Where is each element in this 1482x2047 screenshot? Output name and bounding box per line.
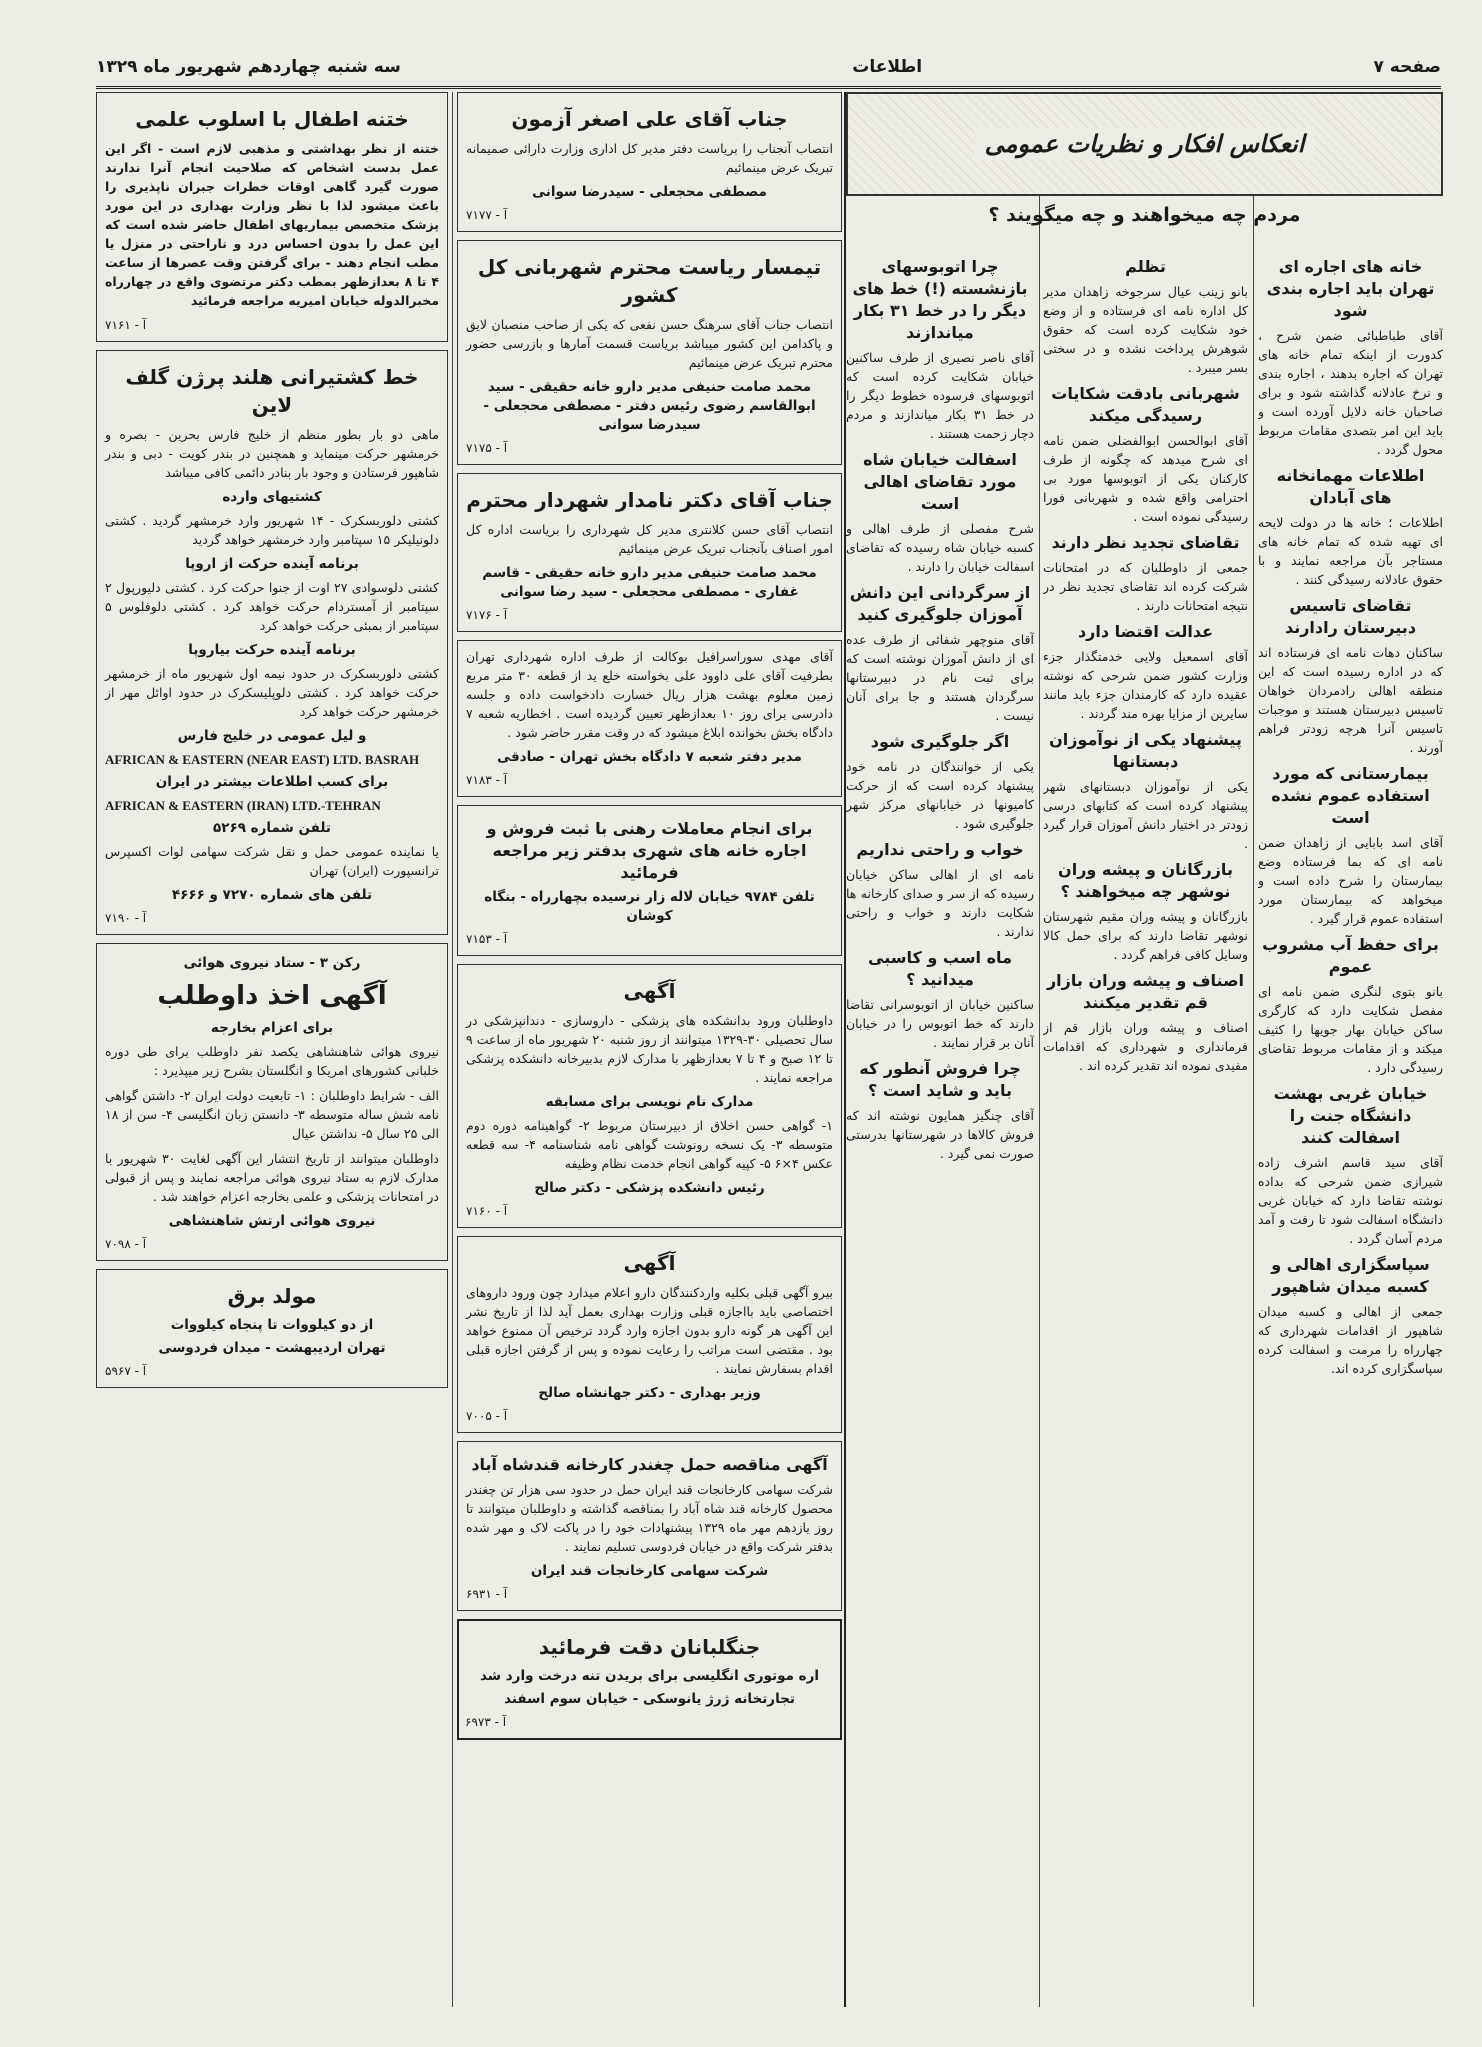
agent-label: و لیل عمومی در خلیج فارس bbox=[177, 728, 367, 744]
section-title: مردم چه میخواهند و چه میگویند ؟ bbox=[988, 204, 1301, 226]
ad-kicker: رکن ۳ - ستاد نیروی هوائی bbox=[183, 955, 361, 971]
schedule-text: کشتی دلوربسکرک در حدود نیمه اول شهریور ماه از خرمشهر حرکت خواهد کرد . کشتی دلوپلیسکرک در حدود اوائل مهر از خرمشهر حرکت خواهد کرد bbox=[105, 666, 439, 719]
phone-text: تلفن های شماره ۷۲۷۰ و ۴۶۶۶ bbox=[171, 887, 373, 903]
ad-address: تهران اردیبهشت - میدان فردوسی bbox=[158, 1340, 386, 1356]
article-text: شرح مفصلی از طرف اهالی و کسبه خیابان شاه رسیده که تقاضای اسفالت خیابان را دارند . bbox=[846, 521, 1034, 574]
ad-title: آگهی bbox=[623, 979, 676, 1003]
ad-title: خط کشتیرانی هلند پرژن گلف لاین bbox=[125, 365, 419, 417]
column-rule bbox=[1039, 92, 1040, 2007]
section-banner bbox=[846, 92, 1443, 196]
banner-title: انعکاس افکار و نظریات عمومی bbox=[975, 128, 1315, 160]
article-text: آقای اسد بابایی از زاهدان ضمن نامه ای که بما فرستاده وضع بیمارستان را شرح داده است و میخواهد که بیمارستان مورد استفاده عموم قرار گیرد . bbox=[1258, 835, 1443, 926]
article-text: آقای اسمعیل ولایی خدمتگذار جزء وزارت کشور ضمن شرحی که نوشته عقیده دارد که کارمندان جزء باید مانند سایرین از مزایا بهره مند گردند . bbox=[1043, 649, 1248, 721]
ads-column-left bbox=[96, 92, 448, 2007]
ad-title: ختنه اطفال با اسلوب علمی bbox=[135, 107, 409, 131]
headline: پیشنهاد یکی از نوآموزان دبستانها bbox=[1049, 730, 1242, 771]
ad-signature: رئیس دانشکده پزشکی - دکتر صالح bbox=[534, 1180, 765, 1196]
ad-subtitle: برنامه آینده حرکت بیاروپا bbox=[188, 642, 356, 658]
ad-signature: محمد صامت حنیفی مدیر دارو خانه حقیقی - قاسم غفاری - مصطفی محجعلی - سید رضا سوانی bbox=[482, 565, 817, 600]
headline: سپاسگزاری اهالی و کسبه میدان شاهپور bbox=[1271, 1255, 1430, 1296]
article-text: ساکنان دهات نامه ای فرستاده اند که در اداره رسیده است که این منطقه اهالی رادمردان خواهان تاسیس دبیرستان هستند و موجبات تاسیس آنرا هرچه زودتر فراهم آورند . bbox=[1258, 645, 1443, 755]
ad-text: آقای مهدی سوراسرافیل بوکالت از طرف اداره شهرداری تهران بطرفیت آقای علی داوود علی بخواسته خلع ید از قطعه ۳۰ متر مربع زمین معلوم بهشت هزار ریال خسارت دادخواست داده و جلسه دادرسی برای روز ۱۰ بعدازظهر تعیین گردیده است . اخطاریه شعبه ۷ دادگاه بخش بخوانده ابلاغ میشود که در وقت مقرر حاضر شود . bbox=[466, 649, 834, 740]
article-text: جمعی از داوطلبان که در امتحانات شرکت کرده اند تقاضای تجدید نظر در نتیجه امتحانات دارند . bbox=[1043, 560, 1248, 613]
article-text: آقای ابوالحسن ابوالفضلی ضمن نامه ای شرح میدهد که چگونه از طرف کارکنان یکی از اتوبوسها مورد بی احترامی واقع شده و شهربانی فورا رسیدگی نموده است . bbox=[1043, 433, 1248, 524]
ad-address: تجارتخانه ژرژ یانوسکی - خیابان سوم اسفند bbox=[504, 1691, 795, 1707]
ad-box bbox=[457, 240, 842, 465]
headline: شهربانی بادقت شکایات رسیدگی میکند bbox=[1051, 384, 1240, 425]
opinion-column-2 bbox=[1043, 250, 1248, 2007]
headline: اصناف و پیشه وران بازار قم تقدیر میکنند bbox=[1046, 971, 1245, 1012]
ad-box bbox=[96, 943, 448, 1261]
ad-ref: آ - ۷۱۶۱ bbox=[105, 318, 147, 332]
headline: عدالت اقتضا دارد bbox=[1077, 622, 1214, 641]
ad-text: از دو کیلووات تا پنجاه کیلووات bbox=[170, 1317, 374, 1333]
agent-label: برای کسب اطلاعات بیشتر در ایران bbox=[155, 774, 389, 790]
article-text: آقای چنگیز همایون نوشته اند که فروش کالاها در شهرستانها بدرستی صورت نمی گیرد . bbox=[846, 1108, 1034, 1161]
ad-title: جناب آقای دکتر نامدار شهردار محترم bbox=[466, 488, 833, 512]
ad-text: تلفن ۹۷۸۴ خیابان لاله زار نرسیده بچهارراه - بنگاه کوشان bbox=[484, 889, 815, 924]
ad-text: انتصاب آنجناب را بریاست دفتر مدیر کل اداری وزارت دارائی صمیمانه تبریک عرض مینمائیم bbox=[466, 141, 833, 175]
headline: برای حفظ آب مشروب عموم bbox=[1262, 935, 1439, 976]
ad-box bbox=[96, 1269, 448, 1388]
headline: ماه اسب و کاسبی میدانید ؟ bbox=[868, 948, 1012, 989]
masthead bbox=[96, 48, 1441, 89]
article-text: بانو بتوی لنگری ضمن نامه ای مفصل شکایت دارد که کارگری ساکن خیابان بهار جویها را کثیف میکند و از مقامات مربوط تقاضای رسیدگی دارد . bbox=[1258, 984, 1443, 1075]
ad-subtitle: برنامه آینده حرکت از اروپا bbox=[185, 556, 359, 572]
ad-title: آگهی مناقصه حمل چغندر کارخانه قندشاه آباد bbox=[471, 1455, 828, 1474]
ad-title: جنگلبانان دقت فرمائید bbox=[538, 1635, 761, 1659]
ad-list: ۱- گواهی حسن اخلاق از دبیرستان مربوط ۲- گواهینامه دوره دوم متوسطه ۳- یک نسخه رونوشت گواهی نامه شناسنامه ۴- سه قطعه عکس ۴×۶ ۵- کپیه گواهی انجام خدمت نظام وظیفه bbox=[466, 1118, 834, 1171]
article-text: ساکنین خیابان از اتوبوسرانی تقاضا دارند که خط اتوبوس را در خیابان آنان بر قرار نمایند . bbox=[846, 997, 1034, 1050]
ad-box bbox=[457, 964, 842, 1228]
ad-text: نیروی هوائی شاهنشاهی یکصد نفر داوطلب برای طی دوره خلبانی کشورهای امریکا و انگلستان بشرح زیر میپذیرد : bbox=[105, 1044, 439, 1078]
article-text: آقای طباطبائی ضمن شرح ، کدورت از اینکه تمام خانه های تهران که اجاره بدهند ، اجاره بندی و نرخ عادلانه گذاشته شود و برای صاحبان خانه دلایل آورده است و باید این امر بتصدی مقامات مربوط محول گردد . bbox=[1258, 328, 1443, 457]
paper-name: اطلاعات bbox=[852, 57, 923, 77]
headline: اگر جلوگیری شود bbox=[870, 732, 1010, 751]
ad-ref: آ - ۶۹۷۳ bbox=[465, 1715, 507, 1729]
headline: چرا فروش آنطور که باید و شاید است ؟ bbox=[859, 1059, 1021, 1100]
ad-signature: محمد صامت حنیفی مدیر دارو خانه حقیقی - سید ابوالقاسم رضوی رئیس دفتر - مصطفی محجعلی - سیدرضا سوانی bbox=[483, 379, 816, 433]
ad-ref: آ - ۷۰۰۵ bbox=[466, 1409, 508, 1423]
ad-title: برای انجام معاملات رهنی با ثبت فروش و اجاره خانه های شهری بدفتر زیر مراجعه فرمائید bbox=[486, 819, 813, 882]
ad-box bbox=[457, 1619, 842, 1740]
article-text: آقای سید قاسم اشرف زاده شیرازی ضمن شرحی که بداده نوشته تقاضا دارد که خیابان غربی دانشگاه اسفالت شود تا رفت و آمد مردم آسان گردد . bbox=[1258, 1155, 1443, 1246]
article-text: آقای ناصر نصیری از طرف ساکنین خیابان شکایت کرده است که اتوبوسهای فرسوده خطوط دیگر را در خط ۳۱ بکار میاندازند و مردم دچار زحمت هستند . bbox=[846, 350, 1034, 441]
column-rule bbox=[452, 92, 453, 2007]
issue-date: سه شنبه چهاردهم شهریور ماه ۱۳۲۹ bbox=[96, 57, 401, 77]
ad-signature: نیروی هوائی ارتش شاهنشاهی bbox=[168, 1213, 376, 1229]
ad-list: الف - شرایط داوطلبان : ۱- تابعیت دولت ایران ۲- داشتن گواهی نامه شش ساله متوسطه ۳- دانستن زبان انگلیسی ۴- سن از ۱۸ الی ۲۵ سال ۵- نداشتن عیال bbox=[105, 1088, 439, 1141]
headline: اسفالت خیابان شاه مورد تقاضای اهالی است bbox=[863, 450, 1017, 513]
ad-box bbox=[457, 640, 842, 797]
ad-text: اره موتوری انگلیسی برای بریدن تنه درخت وارد شد bbox=[479, 1668, 820, 1684]
ad-text: داوطلبان ورود بدانشکده های پزشکی - داروسازی - دندانپزشکی در سال تحصیلی ۳۰-۱۳۲۹ میتوانند از روز شنبه ۲۰ شهریور ماه از ساعت ۹ تا ۱۲ صبح و ۴ تا ۷ بعدازظهر با مدارک لازم بدبیرخانه دانشکده پزشکی مراجعه نمایند . bbox=[466, 1013, 834, 1085]
ad-box bbox=[96, 350, 448, 935]
ad-box bbox=[457, 1441, 842, 1611]
opinion-section-header bbox=[846, 92, 1443, 240]
article-text: نامه ای از اهالی ساکن خیابان رسیده که از سر و صدای کارخانه ها شکایت دارند و خواب و راحتی ندارند . bbox=[846, 867, 1034, 939]
article-text: اطلاعات ؛ خانه ها در دولت لایحه ای تهیه شده که تمام خانه های مستاجر بآن مراجعه نمایند و با حقوق عادلانه رسیدگی کنند . bbox=[1258, 515, 1443, 587]
article-text: اصناف و پیشه وران بازار قم از فرمانداری و شهرداری که اقدامات مفیدی نموده اند تقدیر کرده اند . bbox=[1043, 1020, 1248, 1073]
agent-name-en: AFRICAN & EASTERN (IRAN) LTD.-TEHRAN bbox=[105, 798, 381, 813]
ad-ref: آ - ۷۱۸۳ bbox=[466, 773, 508, 787]
ad-box bbox=[457, 473, 842, 632]
agent-name-en: AFRICAN & EASTERN (NEAR EAST) LTD. BASRAH bbox=[105, 752, 420, 767]
headline: تقاضای تجدید نظر دارند bbox=[1051, 533, 1240, 552]
ad-text: انتصاب جناب آقای سرهنگ حسن نفعی که یکی از صاحب منصبان لایق و پاکدامن این کشور میباشد بریاست قسمت آمارها و بازرسی حضور محترم تبریک عرض مینمائیم bbox=[466, 317, 833, 370]
column-rule bbox=[1253, 92, 1254, 2007]
article-text: آقای منوچهر شفائی از طرف عده ای از دانش آموزان نوشته است که برای ثبت نام در دبیرستانها سرگردان هستند و جا برای آنان نیست . bbox=[846, 632, 1034, 723]
ad-signature: شرکت سهامی کارخانجات قند ایران bbox=[530, 1563, 769, 1579]
ad-box bbox=[457, 805, 842, 956]
ad-subtitle: برای اعزام بخارجه bbox=[210, 1020, 334, 1036]
ad-title: مولد برق bbox=[227, 1284, 317, 1308]
headline: خانه های اجاره ای تهران باید اجاره بندی شود bbox=[1266, 257, 1435, 320]
ad-title: جناب آقای علی اصغر آزمون bbox=[511, 107, 788, 131]
ad-ref: آ - ۷۰۹۸ bbox=[105, 1237, 147, 1251]
headline: چرا اتوبوسهای بازنشسته (!) خط های دیگر را در خط ۳۱ بکار میاندازند bbox=[852, 257, 1028, 342]
ad-ref: آ - ۶۹۳۱ bbox=[466, 1587, 508, 1601]
headline: بازرگانان و پیشه وران نوشهر چه میخواهند ؟ bbox=[1058, 860, 1233, 901]
ad-ref: آ - ۵۹۶۷ bbox=[105, 1364, 147, 1378]
schedule-text: کشتی دلوربسکرک - ۱۴ شهریور وارد خرمشهر گردید . کشتی دلونیلیکر ۱۵ سپتامبر وارد خرمشهر خواهد گردید bbox=[105, 513, 439, 547]
headline: خواب و راحتی نداریم bbox=[856, 840, 1024, 859]
opinion-column-1 bbox=[1258, 250, 1443, 2007]
ad-box bbox=[457, 92, 842, 232]
headline: بیمارستانی که مورد استفاده عموم نشده است bbox=[1271, 764, 1430, 827]
phone-text: تلفن شماره ۵۲۶۹ bbox=[213, 820, 331, 836]
ad-text: بیرو آگهی قبلی بکلیه واردکنندگان دارو اعلام میدارد چون ورود داروهای اختصاصی باید بااجازه قبلی وزارت بهداری بعمل آید لذا از تاریخ نشر این آگهی هر گونه دارو بدون اجازه وارد گردد ترخیص آن ممنوع خواهد بود . مقتضی است مراتب را رعایت نموده و پس از گرفتن اجازه قبلی اقدام بسفارش نمایند . bbox=[466, 1285, 833, 1376]
opinion-column-3 bbox=[846, 250, 1034, 2007]
headline: خیابان غربی بهشت دانشگاه جنت را اسفالت کنند bbox=[1273, 1084, 1428, 1147]
ad-subtitle: کشتیهای وارده bbox=[222, 489, 322, 505]
article-text: یکی از خوانندگان در نامه خود پیشنهاد کرده است که از حرکت کامیونها در خیابانهای مرکز شهر جلوگیری شود . bbox=[846, 759, 1034, 831]
schedule-text: کشتی دلوسوادی ۲۷ اوت از جنوا حرکت کرد . کشتی دلیورپول ۲ سپتامبر از آمستردام حرکت خواهد کرد . کشتی دلوفلوس ۵ سپتامبر از بمبئی حرکت خواهد کرد bbox=[105, 580, 439, 633]
ad-text: ختنه از نظر بهداشتی و مذهبی لازم است - اگر این عمل بدست اشخاص که صلاحیت انجام آنرا ندارند صورت گیرد گاهی اوقات خطرات جبران ناپذیری را باعث میشود لذا با نظر وزارت بهداری در این مورد پزشک متخصص بیماریهای اطفال حاضر شده است که این عمل را بدون احساس درد و ناراحتی در منزل یا مطب انجام دهند - برای گرفتن وقت عصرها از ساعت ۴ تا ۸ بعدازظهر بمطب دکتر مرتضوی واقع در چهارراه مخبرالدوله خیابان امیریه مراجعه فرمائید bbox=[105, 141, 439, 308]
ad-box bbox=[457, 1236, 842, 1433]
ad-text: یا نماینده عمومی حمل و نقل شرکت سهامی لوات اکسپرس ترانسپورت (ایران) تهران bbox=[105, 844, 439, 878]
ad-title: آگهی اخذ داوطلب bbox=[157, 981, 387, 1011]
article-text: یکی از نوآموزان دبستانهای شهر پیشنهاد کرده است که کتابهای درسی زودتر در اختیار دانش آموزان قرار گیرد . bbox=[1043, 779, 1248, 851]
ad-signature: مدیر دفتر شعبه ۷ دادگاه بخش تهران - صادقی bbox=[497, 749, 802, 765]
ad-ref: آ - ۷۱۷۶ bbox=[466, 608, 508, 622]
ad-signature: مصطفی محجعلی - سیدرضا سوانی bbox=[532, 184, 767, 200]
ad-text: شرکت سهامی کارخانجات قند ایران حمل در حدود سی هزار تن چغندر محصول کارخانه قند شاه آباد را بمناقصه گذاشته و داوطلبان میتوانند تا روز یازدهم مهر ماه ۱۳۲۹ پیشنهادات خود را در پاکت لاک و مهر شده بدفتر شرکت واقع در خیابان فردوسی تسلیم نمایند . bbox=[466, 1482, 833, 1554]
ad-text: انتصاب آقای حسن کلانتری مدیر کل شهرداری را بریاست اداره کل امور اصناف بآنجناب تبریک عرض مینمائیم bbox=[466, 522, 833, 556]
ad-text: داوطلبان میتوانند از تاریخ انتشار این آگهی لغایت ۳۰ شهریور با مدارک لازم به ستاد نیروی هوائی مراجعه نمایند و پس از قبولی در امتحانات پزشکی و علمی بخارجه اعزام خواهند شد . bbox=[105, 1151, 440, 1204]
headline: تظلم bbox=[1125, 257, 1166, 276]
article-text: بازرگانان و پیشه وران مقیم شهرستان نوشهر تقاضا دارند که برای حمل کالا وسایل کافی فراهم گردد . bbox=[1043, 909, 1248, 962]
article-text: بانو زینب عیال سرجوخه زاهدان مدیر کل اداره نامه ای فرستاده و از وضع خود شکایت کرده است که حقوق شوهرش پرداخت نشده و در سختی بسر میبرد . bbox=[1043, 284, 1248, 375]
ad-ref: آ - ۷۱۷۷ bbox=[466, 208, 508, 222]
ad-ref: آ - ۷۱۵۳ bbox=[466, 932, 508, 946]
ad-signature: وزیر بهداری - دکتر جهانشاه صالح bbox=[538, 1385, 761, 1401]
ad-title: آگهی bbox=[623, 1251, 676, 1275]
ad-text: ماهی دو بار بطور منظم از خلیج فارس بحرین - بصره و خرمشهر حرکت مینماید و همچنین در بندر کویت - دبی و بندر شاهپور فرستادن و وجود بار بنادر دائمی کافی میباشد bbox=[105, 427, 439, 480]
headline: از سرگردانی این دانش آموزان جلوگیری کنید bbox=[849, 583, 1031, 624]
article-text: جمعی از اهالی و کسبه میدان شاهپور از اقدامات شهرداری که چهارراه را مرمت و اسفالت کرده سپاسگزاری کرده اند. bbox=[1258, 1304, 1443, 1376]
ads-column-middle bbox=[457, 92, 842, 2007]
page-number: صفحه ۷ bbox=[1373, 57, 1441, 77]
ad-ref: آ - ۷۱۷۵ bbox=[466, 441, 508, 455]
ad-ref: آ - ۷۱۶۰ bbox=[466, 1204, 508, 1218]
headline: تقاضای تاسیس دبیرستان رادارند bbox=[1284, 596, 1417, 637]
ad-title: تیمسار ریاست محترم شهربانی کل کشور bbox=[477, 255, 822, 307]
ad-subtitle: مدارک نام نویسی برای مسابقه bbox=[545, 1094, 754, 1110]
ad-box bbox=[96, 92, 448, 342]
ad-ref: آ - ۷۱۹۰ bbox=[105, 911, 147, 925]
headline: اطلاعات مهمانخانه های آبادان bbox=[1276, 466, 1425, 507]
